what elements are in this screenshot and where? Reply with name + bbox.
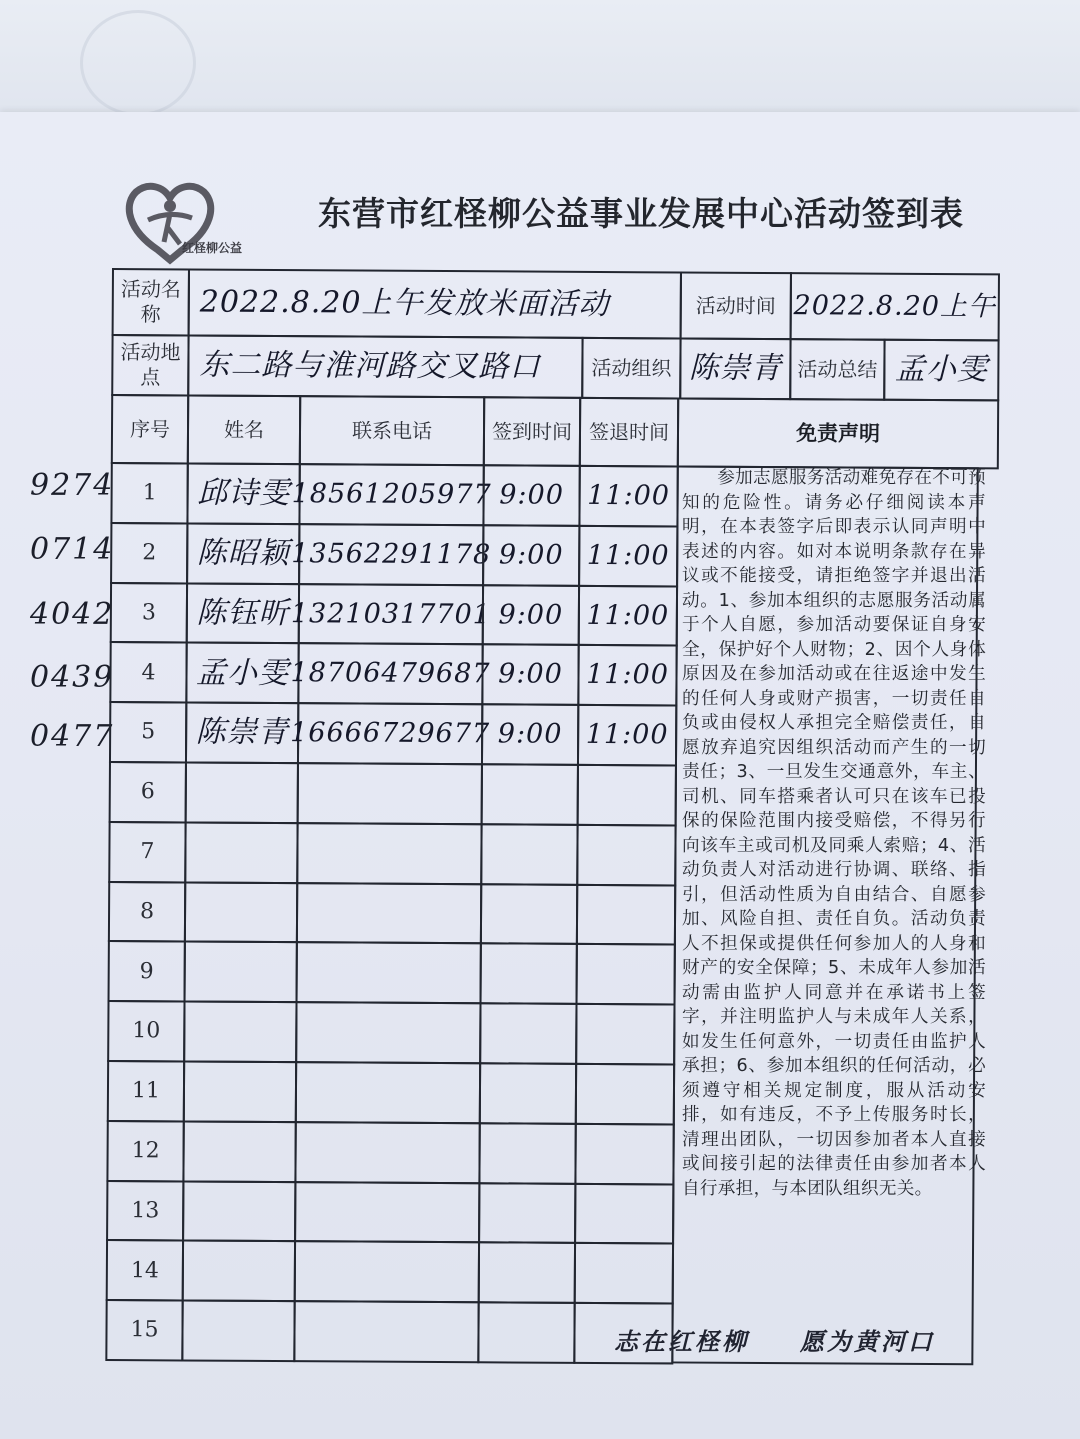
slogan-left: 志在红柽柳 (614, 1328, 749, 1356)
row-check-out (577, 764, 677, 826)
row-phone (295, 1061, 481, 1124)
summary-value: 孟小雯 (883, 339, 999, 402)
row-index: 8 (108, 881, 186, 943)
row-name (183, 1060, 297, 1122)
row-phone (297, 762, 483, 825)
row-check-out (576, 824, 676, 886)
background-page-above (0, 0, 1080, 130)
row-check-out (574, 1123, 674, 1185)
row-index: 4 (109, 641, 187, 703)
row-index: 12 (106, 1120, 184, 1182)
row-name (184, 881, 298, 943)
activity-name-label: 活动名称 (112, 268, 190, 336)
row-index: 10 (107, 1000, 185, 1062)
row-check-out (576, 883, 676, 945)
row-name (182, 1120, 296, 1182)
row-check-out (574, 1242, 674, 1304)
row-check-out: 11:00 (578, 465, 678, 527)
row-check-out: 11:00 (577, 704, 677, 766)
row-name (184, 821, 298, 883)
row-check-in: 9:00 (481, 703, 579, 765)
organizer-label: 活动组织 (581, 337, 681, 400)
margin-note: 0477 (30, 719, 115, 754)
organization-logo (118, 180, 258, 265)
row-name (184, 941, 298, 1003)
col-header-index: 序号 (111, 394, 189, 464)
row-phone: 18706479687 (297, 643, 483, 706)
row-name: 邱诗雯 (186, 462, 300, 524)
row-name (183, 1001, 297, 1063)
row-phone (294, 1181, 480, 1244)
row-check-in (480, 823, 578, 885)
row-phone (296, 822, 482, 885)
activity-time-label: 活动时间 (680, 271, 792, 340)
row-check-out (576, 943, 676, 1005)
disclaimer-body: 参加志愿服务活动难免存在不可预知的危险性。请务必仔细阅读本声明，在本表签字后即表示认同声明中表述的内容。如对本说明条款存在异议或不能接受，请拒绝签字并退出活动。1、参加本组织的志愿服务活动属于个人自愿，参加活动要保证自身安全，保护好个人财物；2、因个人身体原因及在参加活动或在往返途中发生的任何人身或财产损害，一切责任自负或由侵权人承担完全赔偿责任，自愿放弃追究因组织活动而产生的一切责任；3、一旦发生交通意外，车主、司机、同车搭乘者认可只在该车已投保的保险范围内接受赔偿，不得另行向该车主或司机及同乘人索赔；4、活动负责人对活动进行协调、联络、指引，但活动性质为自由结合、自愿参加、风险自担、责任自负。活动负责人不担保或提供任何参加人的人身和财产的安全保障；5、未成年人参加活动需由监护人同意并在承诺书上签字，并注明监护人与未成年人关系，如发生任何意外，一切责任由监护人承担；6、参加本组织的任何活动，必须遵守相关规定制度，服从活动安排，如有违反，不予上传服务时长，清理出团队，一切因参加者本人直接或间接引起的法律责任由参加者本人自行承担，与本团队组织无关。 (682, 468, 986, 1199)
row-phone (294, 1121, 480, 1184)
row-name (182, 1240, 296, 1302)
ghost-logo-show-through (80, 10, 196, 116)
margin-note: 0714 (30, 532, 115, 567)
row-phone: 13210317701 (298, 583, 484, 646)
row-phone (296, 942, 482, 1005)
margin-note: 0439 (30, 660, 115, 695)
row-phone (293, 1300, 479, 1363)
row-index: 1 (110, 462, 188, 524)
col-header-name: 姓名 (187, 394, 301, 465)
margin-note: 9274 (30, 468, 115, 503)
row-check-in: 9:00 (482, 584, 580, 646)
disclaimer-text (682, 466, 986, 1201)
row-phone: 18561205977 (298, 463, 484, 526)
page-title: 东营市红柽柳公益事业发展中心活动签到表 (318, 194, 964, 233)
row-index: 6 (109, 761, 187, 823)
row-name: 陈钰昕 (186, 582, 300, 644)
row-check-out: 11:00 (577, 644, 677, 706)
row-check-in (478, 1122, 576, 1184)
row-name: 孟小雯 (185, 642, 299, 704)
row-phone (295, 1001, 481, 1064)
row-check-in: 9:00 (482, 464, 580, 526)
row-index: 5 (109, 701, 187, 763)
activity-time-value: 2022.8.20上午 (790, 272, 1000, 341)
row-name: 陈昭颖 (186, 522, 300, 584)
row-check-in (480, 883, 578, 945)
activity-place-label: 活动地点 (111, 334, 189, 396)
row-check-in: 9:00 (481, 644, 579, 706)
row-check-out: 11:00 (578, 525, 678, 587)
row-check-in (481, 763, 579, 825)
summary-label: 活动总结 (789, 338, 885, 401)
row-check-in (478, 1182, 576, 1244)
col-header-phone: 联系电话 (299, 395, 485, 466)
row-name (182, 1180, 296, 1242)
row-name (181, 1300, 295, 1362)
row-index: 2 (110, 522, 188, 584)
activity-place-value: 东二路与淮河路交叉路口 (187, 334, 583, 398)
margin-note: 4042 (30, 597, 115, 632)
row-check-out (574, 1182, 674, 1244)
svg-text:红柽柳公益: 红柽柳公益 (182, 241, 243, 255)
row-index: 14 (106, 1239, 184, 1301)
row-check-in: 9:00 (482, 524, 580, 586)
row-check-in (478, 1242, 576, 1304)
col-header-check-in: 签到时间 (483, 396, 581, 467)
row-check-in (479, 1002, 577, 1064)
activity-name-value: 2022.8.20上午发放米面活动 (188, 268, 682, 339)
disclaimer-title: 免责声明 (677, 397, 999, 469)
row-index: 3 (110, 582, 188, 644)
row-phone: 16666729677 (297, 702, 483, 765)
row-index: 7 (108, 821, 186, 883)
row-phone (294, 1241, 480, 1304)
row-index: 15 (105, 1299, 183, 1361)
row-check-out: 11:00 (578, 584, 678, 646)
row-phone (296, 882, 482, 945)
row-check-out (575, 1003, 675, 1065)
row-check-in (477, 1301, 575, 1363)
row-index: 9 (108, 940, 186, 1002)
row-name (185, 761, 299, 823)
row-index: 11 (107, 1060, 185, 1122)
row-check-out (575, 1063, 675, 1125)
row-name: 陈崇青 (185, 702, 299, 764)
row-check-in (480, 943, 578, 1005)
organizer-value: 陈崇青 (679, 337, 791, 400)
row-phone: 13562291178 (298, 523, 484, 586)
slogan-right: 愿为黄河口 (800, 1328, 935, 1356)
row-check-in (479, 1062, 577, 1124)
row-index: 13 (106, 1180, 184, 1242)
col-header-check-out: 签退时间 (579, 397, 679, 468)
